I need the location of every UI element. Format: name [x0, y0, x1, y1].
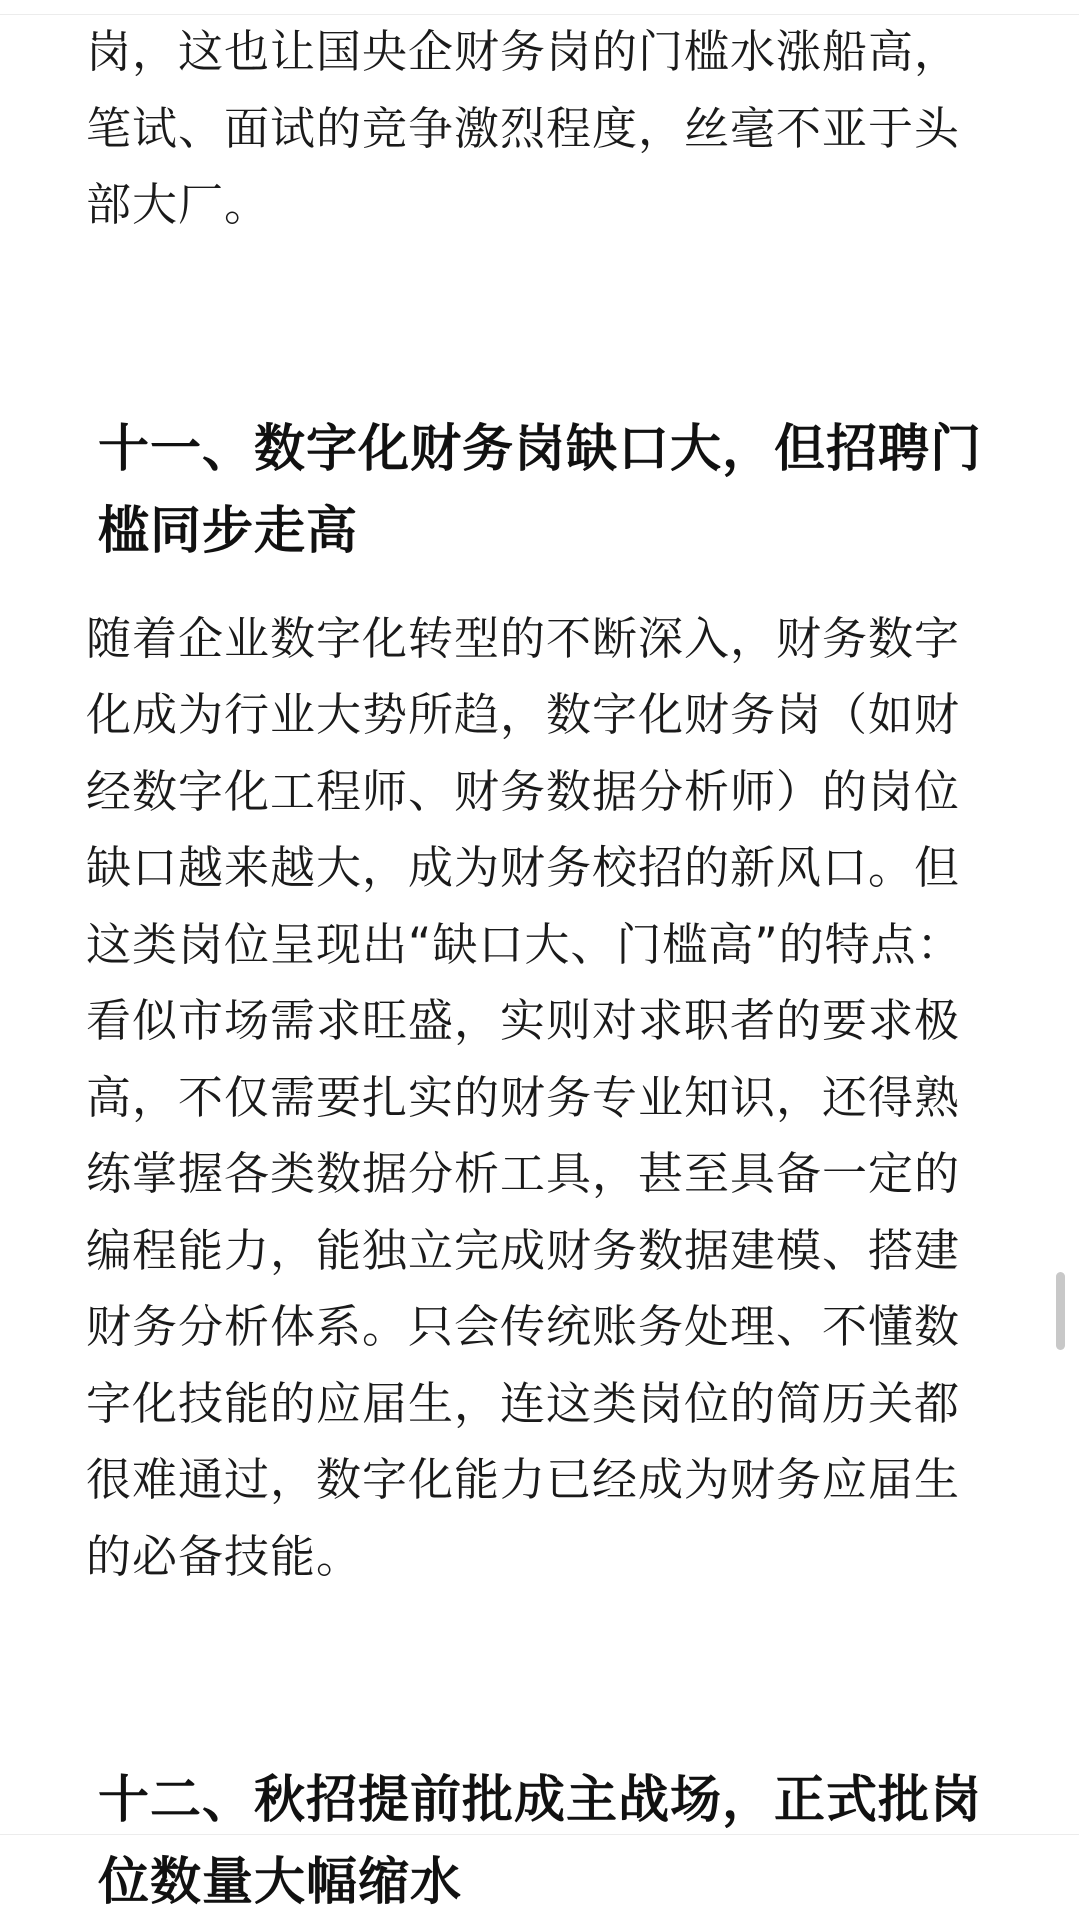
bottom-divider: [0, 1834, 1079, 1835]
scrollbar-thumb[interactable]: [1056, 1272, 1065, 1350]
section-12-heading: 十二、秋招提前批成主战场，正式批岗位数量大幅缩水: [98, 1771, 983, 1912]
article-content[interactable]: [86, 14, 998, 1924]
intro-paragraph: 岗，这也让国央企财务岗的门槛水涨船高，笔试、面试的竞争激烈程度，丝毫不亚于头部大厂。: [86, 25, 961, 231]
section-11-heading: 十一、数字化财务岗缺口大，但招聘门槛同步走高: [98, 419, 983, 561]
section-11-body: 随着企业数字化转型的不断深入，财务数字化成为行业大势所趋，数字化财务岗（如财经数字化工程师、财务数据分析师）的岗位缺口越来越大，成为财务校招的新风口。但这类岗位呈现出“缺口大、门槛高”的特点：看似市场需求旺盛，实则对求职者的要求极高，不仅需要扎实的财务专业知识，还得熟练掌握各类数据分析工具，甚至具备一定的编程能力，能独立完成财务数据建模、搭建财务分析体系。只会传统账务处理、不懂数字化技能的应届生，连这类岗位的简历关都很难通过，数字化能力已经成为财务应届生的必备技能。: [86, 611, 963, 1583]
